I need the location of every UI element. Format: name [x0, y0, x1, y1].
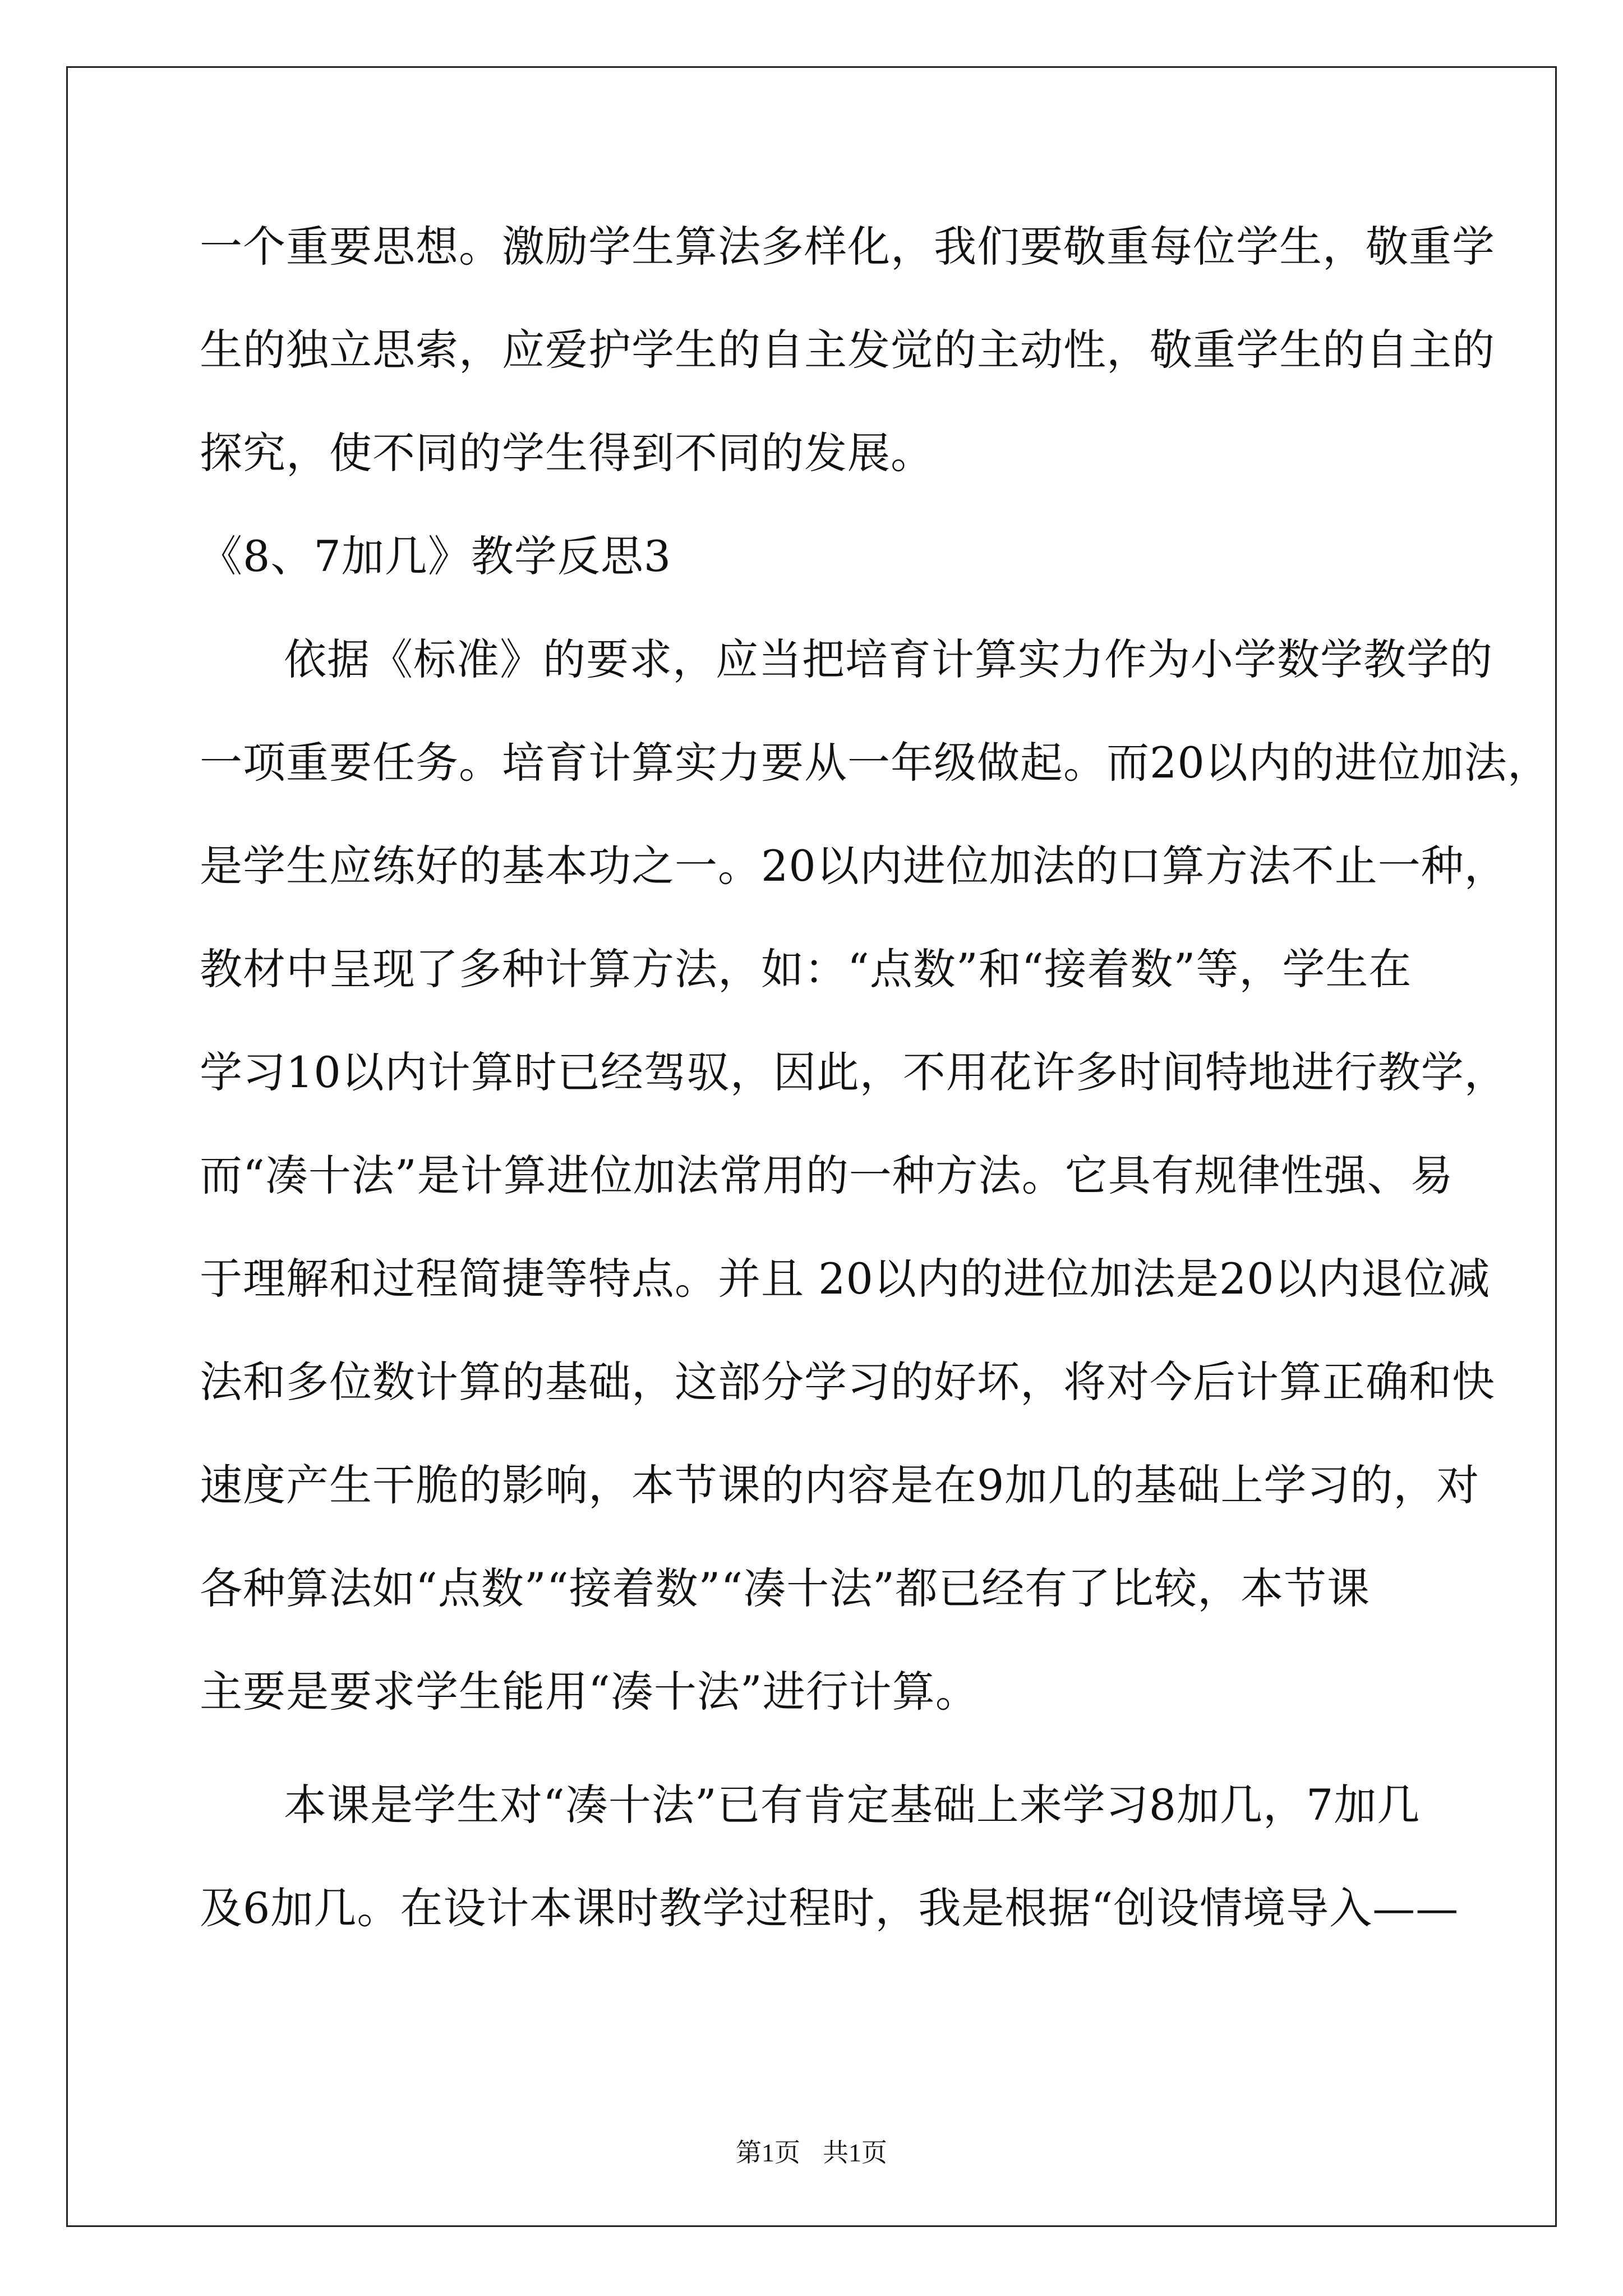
- page-footer: [0, 2136, 1623, 2170]
- paragraph-line: 速度产生干脆的影响，本节课的内容是在9加几的基础上学习的，对: [200, 1460, 1480, 1510]
- paragraph-line: 一个重要思想。激励学生算法多样化，我们要敬重每位学生，敬重学: [200, 222, 1495, 272]
- paragraph-line: 主要是要求学生能用“凑十法”进行计算。: [200, 1667, 979, 1717]
- paragraph-line: 法和多位数计算的基础，这部分学习的好坏，将对今后计算正确和快: [200, 1357, 1495, 1407]
- section-heading: 《8、7加几》教学反思3: [200, 531, 672, 581]
- paragraph-line: 及6加几。在设计本课时教学过程时，我是根据“创设情境导入——: [200, 1883, 1459, 1933]
- paragraph-line: 各种算法如“点数”“接着数”“凑十法”都已经有了比较，本节课: [200, 1563, 1371, 1613]
- paragraph-line: 于理解和过程简捷等特点。并且 20以内的进位加法是20以内退位减: [200, 1254, 1491, 1304]
- paragraph-line: 本课是学生对“凑十法”已有肯定基础上来学习8加几，7加几: [284, 1780, 1421, 1830]
- paragraph-line: 依据《标准》的要求，应当把培育计算实力作为小学数学教学的: [284, 634, 1493, 684]
- paragraph-line: 生的独立思索，应爱护学生的自主发觉的主动性，敬重学生的自主的: [200, 325, 1495, 375]
- paragraph-line: 教材中呈现了多种计算方法，如：“点数”和“接着数”等，学生在: [200, 944, 1412, 994]
- document-body: [200, 216, 1551, 1981]
- page-number: 第1页: [736, 2138, 800, 2167]
- paragraph-line: 而“凑十法”是计算进位加法常用的一种方法。它具有规律性强、易: [200, 1151, 1454, 1200]
- paragraph-line: 学习10以内计算时已经驾驭，因此，不用花许多时间特地进行教学，: [200, 1047, 1507, 1097]
- paragraph-line: 探究，使不同的学生得到不同的发展。: [200, 428, 934, 478]
- paragraph-line: 是学生应练好的基本功之一。20以内进位加法的口算方法不止一种，: [200, 841, 1507, 891]
- paragraph-line: 一项重要任务。培育计算实力要从一年级做起。而20以内的进位加法，: [200, 738, 1551, 788]
- page-total: 共1页: [823, 2138, 887, 2167]
